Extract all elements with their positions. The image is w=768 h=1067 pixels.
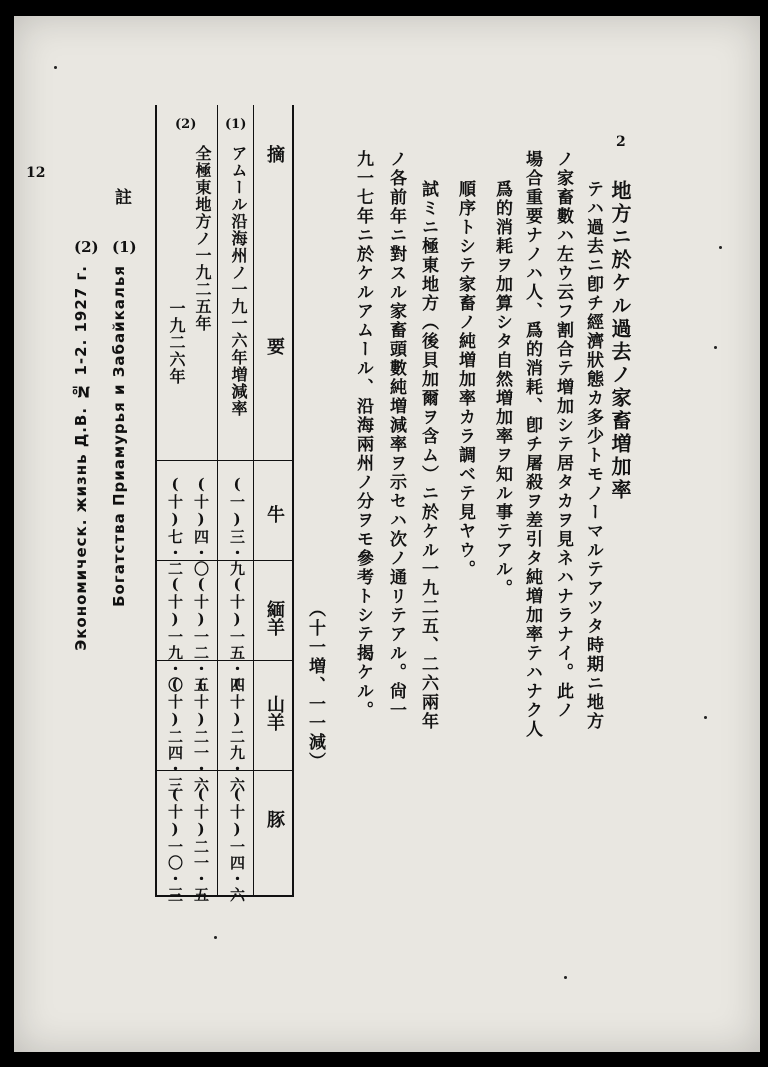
scan-speck <box>704 716 707 719</box>
page-number: 2 <box>616 134 626 150</box>
row-label-2b: 一九二六年 <box>167 300 186 385</box>
col-header-sheep: 緬羊 <box>264 600 285 636</box>
text-column: 試ミニ極東地方（後貝加爾ヲ含ム）ニ於ケル一九二五、二六兩年 <box>418 180 438 731</box>
scan-speck <box>564 976 567 979</box>
text-column: 爲的消耗ヲ加算シタ自然増加率ヲ知ル事テアル。 <box>492 180 512 598</box>
row-label-1: アムール沿海州ノ一九一六年増減率 <box>229 145 248 417</box>
note-number-2: (2) <box>74 238 99 256</box>
col-header-goat: 山羊 <box>264 695 285 731</box>
cell: (十)一九・〇 <box>166 575 184 693</box>
row-number-1: (1) <box>225 117 247 132</box>
cell: (一)三・九 <box>228 475 246 577</box>
livestock-table <box>155 105 294 903</box>
note-number-1: (1) <box>112 238 137 256</box>
col-header-pig: 豚 <box>264 810 285 828</box>
text-column: ノ家畜數ハ左ウ云フ割合テ増加シテ居タカヲ見ネハナラナイ。此ノ <box>553 150 573 720</box>
cell: (十)二四・三 <box>166 675 184 793</box>
text-column: 順序トシテ家畜ノ純増加率カラ調ベテ見ヤウ。 <box>455 180 475 579</box>
note-text-2: Экономическ. жизнь Д.В. № 1-2. 1927 г. <box>72 265 90 651</box>
scan-speck <box>54 66 57 69</box>
scan-speck <box>714 346 717 349</box>
col-header-cattle: 牛 <box>264 505 285 523</box>
cell: (十)一二・五 <box>192 575 210 693</box>
cell: (十)四・〇 <box>192 475 210 577</box>
cell: (十)二一・六 <box>192 675 210 793</box>
cell: (十)一五・四 <box>228 575 246 693</box>
legend-note: （十一増、一一減） <box>305 600 325 771</box>
text-column: 九一七年ニ於ケルアムール、沿海兩州ノ分ヲモ參考トシテ揭ケル。 <box>353 150 373 720</box>
notes-label: 註 <box>111 188 131 208</box>
text-column-title: 地方ニ於ケル過去ノ家畜増加率 <box>608 180 632 502</box>
text-column: テハ過去ニ卽チ經濟狀態カ多少トモノーマルテアツタ時期ニ地方 <box>583 180 603 731</box>
row-number-2: (2) <box>175 117 197 132</box>
side-number: 12 <box>26 165 46 181</box>
cell: (十)二一・五 <box>192 785 210 903</box>
scan-speck <box>719 246 722 249</box>
scan-speck <box>214 936 217 939</box>
text-column: ノ各前年ニ對スル家畜頭數純増減率ヲ示セハ次ノ通リテアル。尙一 <box>386 150 406 720</box>
cell: (十)一四・六 <box>228 785 246 903</box>
cell: (十)二九・六 <box>228 675 246 793</box>
cell: (十)七・二 <box>166 475 184 577</box>
text-column: 場合重要ナノハ人、爲的消耗、卽チ屠殺ヲ差引タ純増加率テハナク人 <box>522 150 542 739</box>
row-label-2: 全極東地方ノ一九二五年 <box>193 145 212 332</box>
header-summary: 摘 要 <box>264 145 285 385</box>
cell: (十)一〇・三 <box>166 785 184 903</box>
note-text-1: Богатства Приамурья и Забайкалья <box>110 265 128 607</box>
